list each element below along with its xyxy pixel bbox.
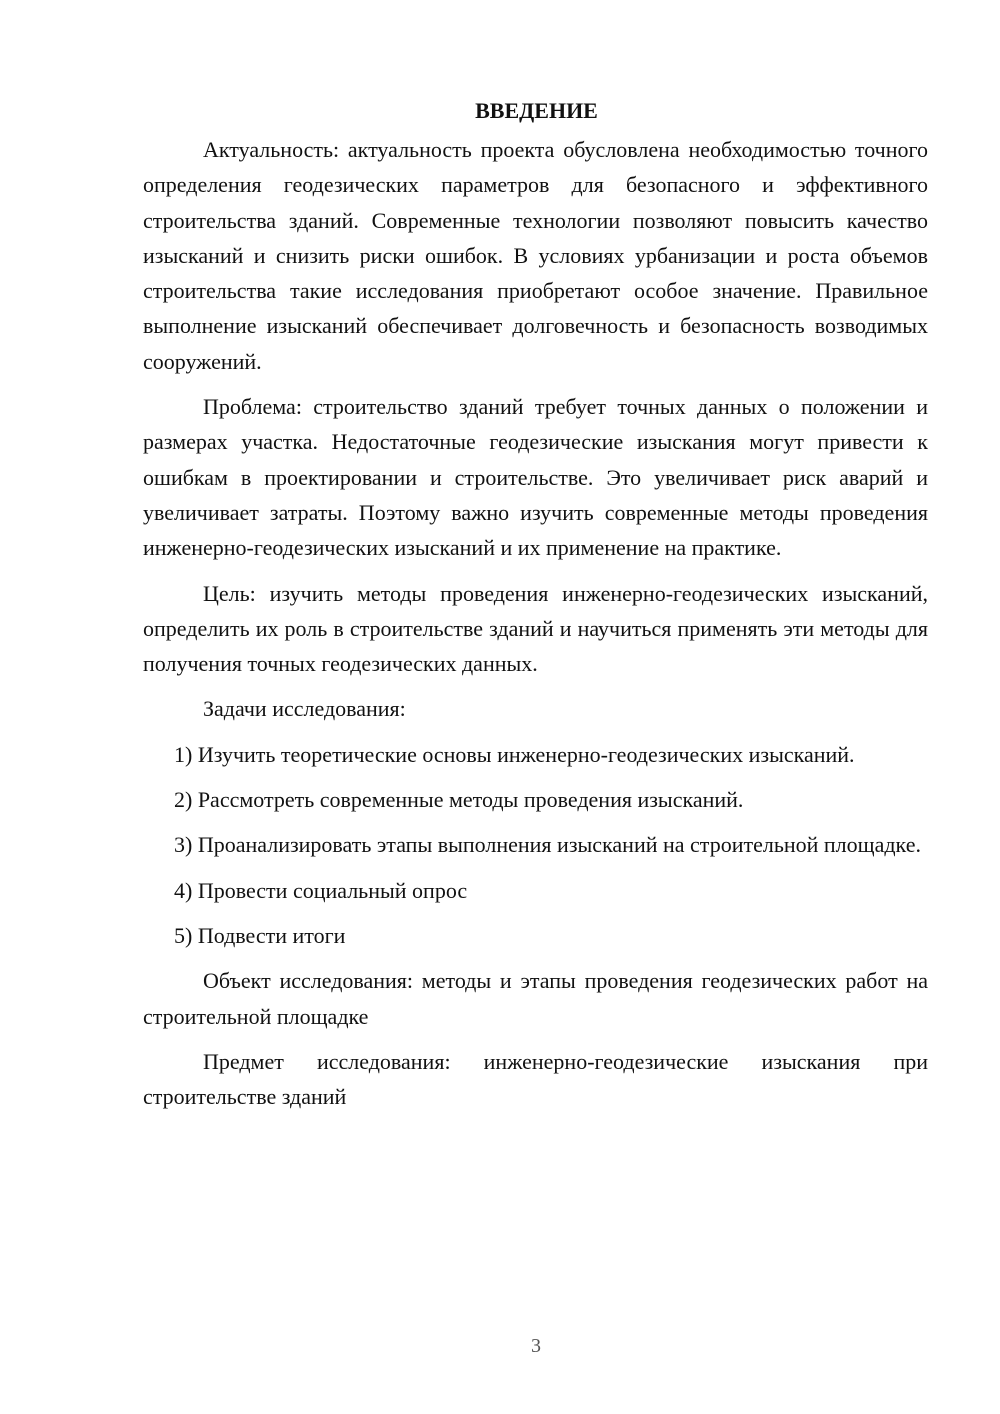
object-paragraph: Объект исследования: методы и этапы проведения геодезических работ на строительной площадке [143, 968, 928, 1029]
task-item-1: 1) Изучить теоретические основы инженерно-геодезических изысканий. [174, 741, 855, 767]
task-item-3: 3) Проанализировать этапы выполнения изысканий на строительной площадке. [174, 832, 921, 858]
task-item-5: 5) Подвести итоги [174, 922, 346, 948]
task-item-4: 4) Провести социальный опрос [174, 877, 468, 903]
goal-paragraph: Цель: изучить методы проведения инженерно-геодезических изысканий, определить их роль в строительстве зданий и научиться применять эти методы для получения точных геодезических данных. [143, 580, 928, 677]
page-number: 3 [531, 1335, 541, 1357]
document-page [143, 96, 928, 1124]
subject-paragraph: Предмет исследования: инженерно-геодезические изыскания при строительстве зданий [143, 1048, 928, 1110]
tasks-intro-paragraph: Задачи исследования: [203, 696, 406, 722]
task-item-2: 2) Рассмотреть современные методы проведения изысканий. [174, 787, 744, 813]
section-heading: ВВЕДЕНИЕ [475, 98, 598, 123]
problem-paragraph: Проблема: строительство зданий требует точных данных о положении и размерах участка. Недостаточные геодезические изыскания могут привести к ошибкам в проектировании и строительстве. Это увеличивает риск аварий и увеличивает затраты. Поэтому важно изучить современные методы проведения инженерно-геодезических изысканий и их применение на практике. [143, 394, 928, 561]
relevance-paragraph: Актуальность: актуальность проекта обусловлена необходимостью точного определения геодезических параметров для безопасного и эффективного строительства зданий. Современные технологии позволяют повысить качество изысканий и снизить риски ошибок. В условиях урбанизации и роста объемов строительства такие исследования приобретают особое значение. Правильное выполнение изысканий обеспечивает долговечность и безопасность возводимых сооружений. [143, 137, 928, 374]
